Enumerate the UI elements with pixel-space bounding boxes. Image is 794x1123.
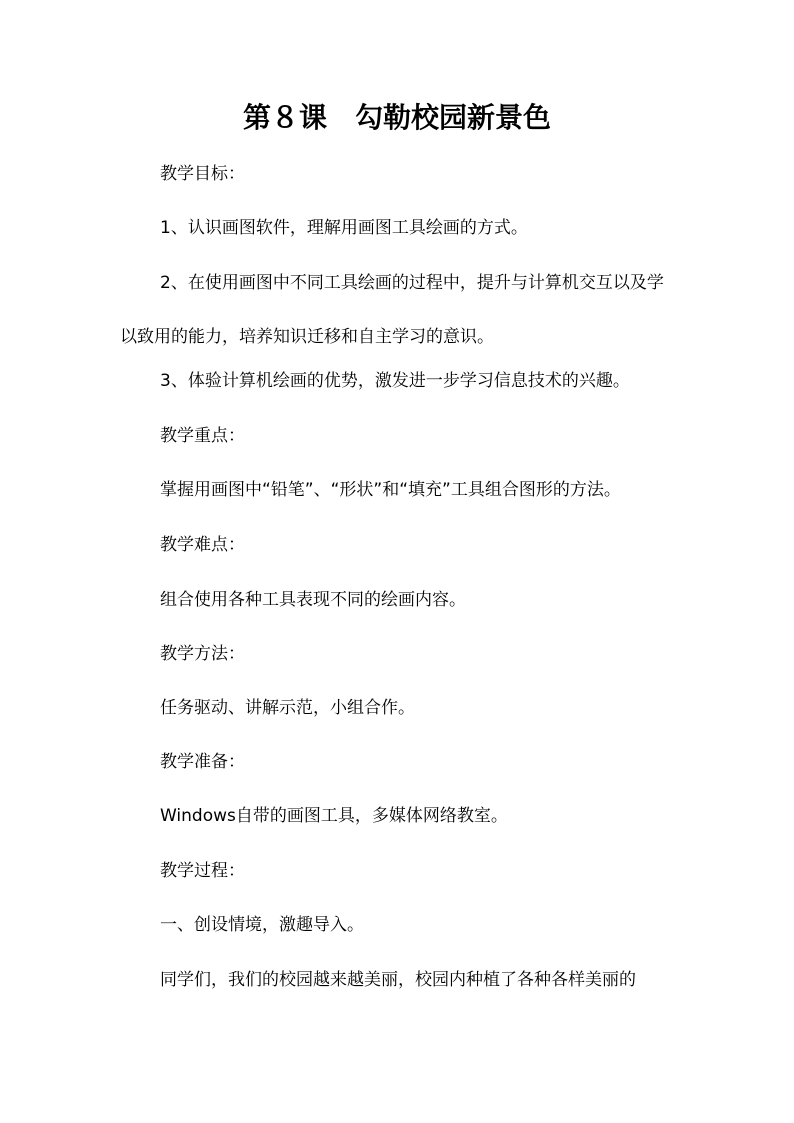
- heading-teaching-process: 教学过程：: [160, 861, 245, 881]
- heading-difficult-points: 教学难点：: [160, 535, 245, 555]
- difficult-points-text: 组合使用各种工具表现不同的绘画内容。: [160, 590, 466, 610]
- heading-teaching-objectives: 教学目标：: [160, 164, 245, 184]
- process-step-1-heading: 一、创设情境，激趣导入。: [160, 915, 364, 935]
- heading-key-points: 教学重点：: [160, 426, 245, 446]
- lesson-title: 第８课 勾勒校园新景色: [242, 101, 551, 134]
- key-points-text: 掌握用画图中“铅笔”、“形状”和“填充”工具组合图形的方法。: [160, 480, 621, 500]
- heading-preparation: 教学准备：: [160, 752, 245, 772]
- process-step-1-text: 同学们，我们的校园越来越美丽，校园内种植了各种各样美丽的: [160, 970, 636, 990]
- objective-1: 1、认识画图软件，理解用画图工具绘画的方式。: [160, 218, 528, 238]
- heading-teaching-methods: 教学方法：: [160, 644, 245, 664]
- preparation-text: Windows自带的画图工具，多媒体网络教室。: [160, 806, 508, 826]
- objective-2: 2、在使用画图中不同工具绘画的过程中，提升与计算机交互以及学以致用的能力，培养知识迁移和自主学习的意识。: [120, 273, 664, 347]
- teaching-methods-text: 任务驱动、讲解示范，小组合作。: [160, 698, 415, 718]
- objective-3: 3、体验计算机绘画的优势，激发进一步学习信息技术的兴趣。: [160, 371, 630, 391]
